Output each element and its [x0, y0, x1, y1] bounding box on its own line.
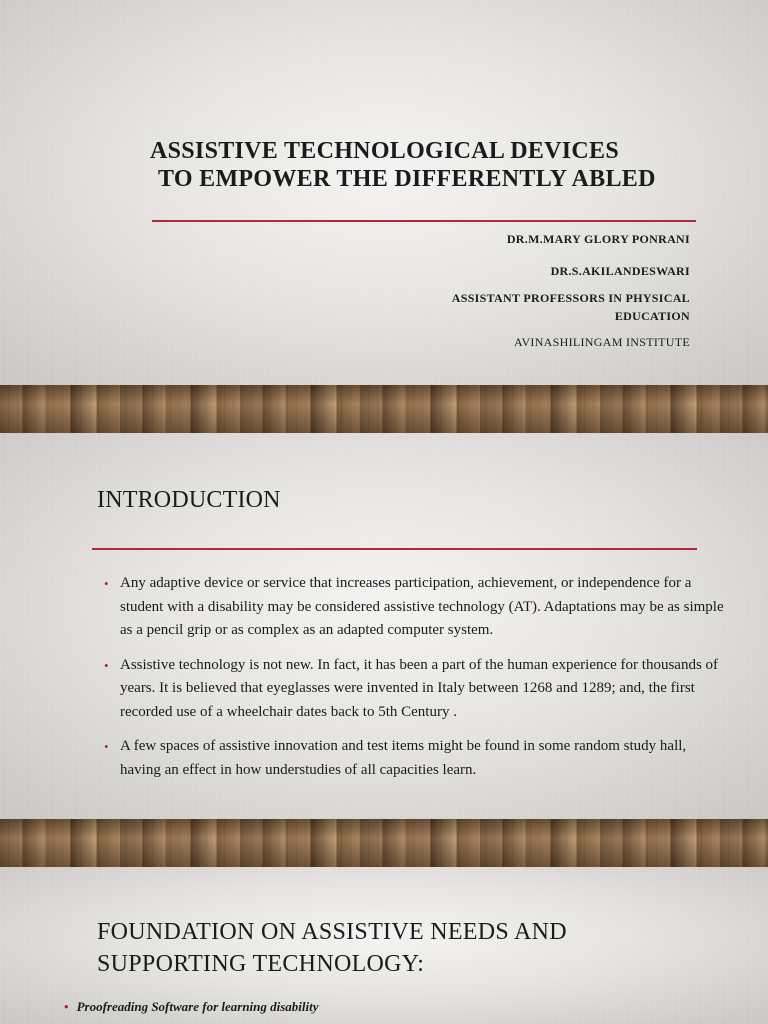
list-item [104, 572, 724, 643]
author-institute: AVINASHILINGAM INSTITUTE [514, 335, 690, 349]
bullet-text: Any adaptive device or service that increases participation, achievement, or independence for a student with a disability may be considered assistive technology (AT). Adaptations may be as simple as a pencil grip or as complex as an adapted computer system. [120, 575, 724, 638]
bullet-text: Assistive technology is not new. In fact, it has been a part of the human experience for thousands of years. It is believed that eyeglasses were invented in Italy between 1268 and 1289; and, the first recorded use of a wheelchair dates back to 5th Century . [120, 656, 719, 720]
author-role-line-2: EDUCATION [614, 309, 690, 323]
bullet-icon: • [104, 739, 109, 754]
introduction-divider [92, 548, 697, 550]
foundation-heading [97, 916, 657, 980]
list-item [104, 654, 724, 725]
introduction-heading: INTRODUCTION [97, 487, 281, 513]
bullet-text: A few spaces of assistive innovation and test items might be found in some random study hall, having an effect in how understudies of all capacities learn. [120, 738, 687, 778]
title-line-2: TO EMPOWER THE DIFFERENTLY ABLED [158, 166, 656, 192]
author-name-2: DR.S.AKILANDESWARI [550, 264, 690, 278]
wood-floor-divider-2 [0, 819, 768, 867]
foundation-heading-line-2: SUPPORTING TECHNOLOGY: [97, 951, 425, 977]
title-divider [152, 220, 696, 222]
bullet-icon: • [64, 999, 69, 1014]
bullet-icon: • [104, 657, 109, 673]
foundation-first-bullet [64, 999, 319, 1015]
bullet-text: Proofreading Software for learning disability [76, 999, 319, 1014]
bullet-icon: • [104, 576, 109, 591]
wood-floor-divider-1 [0, 385, 768, 433]
presentation-title [150, 137, 710, 193]
introduction-bullet-list [104, 572, 724, 793]
foundation-heading-line-1: FOUNDATION ON ASSISTIVE NEEDS AND [97, 919, 567, 945]
author-role-line-1: ASSISTANT PROFESSORS IN PHYSICAL [451, 291, 690, 305]
title-slide [0, 0, 768, 385]
list-item [104, 735, 724, 782]
title-line-1: ASSISTIVE TECHNOLOGICAL DEVICES [150, 138, 620, 164]
author-role [452, 289, 690, 325]
author-name-1: DR.M.MARY GLORY PONRANI [506, 232, 690, 246]
